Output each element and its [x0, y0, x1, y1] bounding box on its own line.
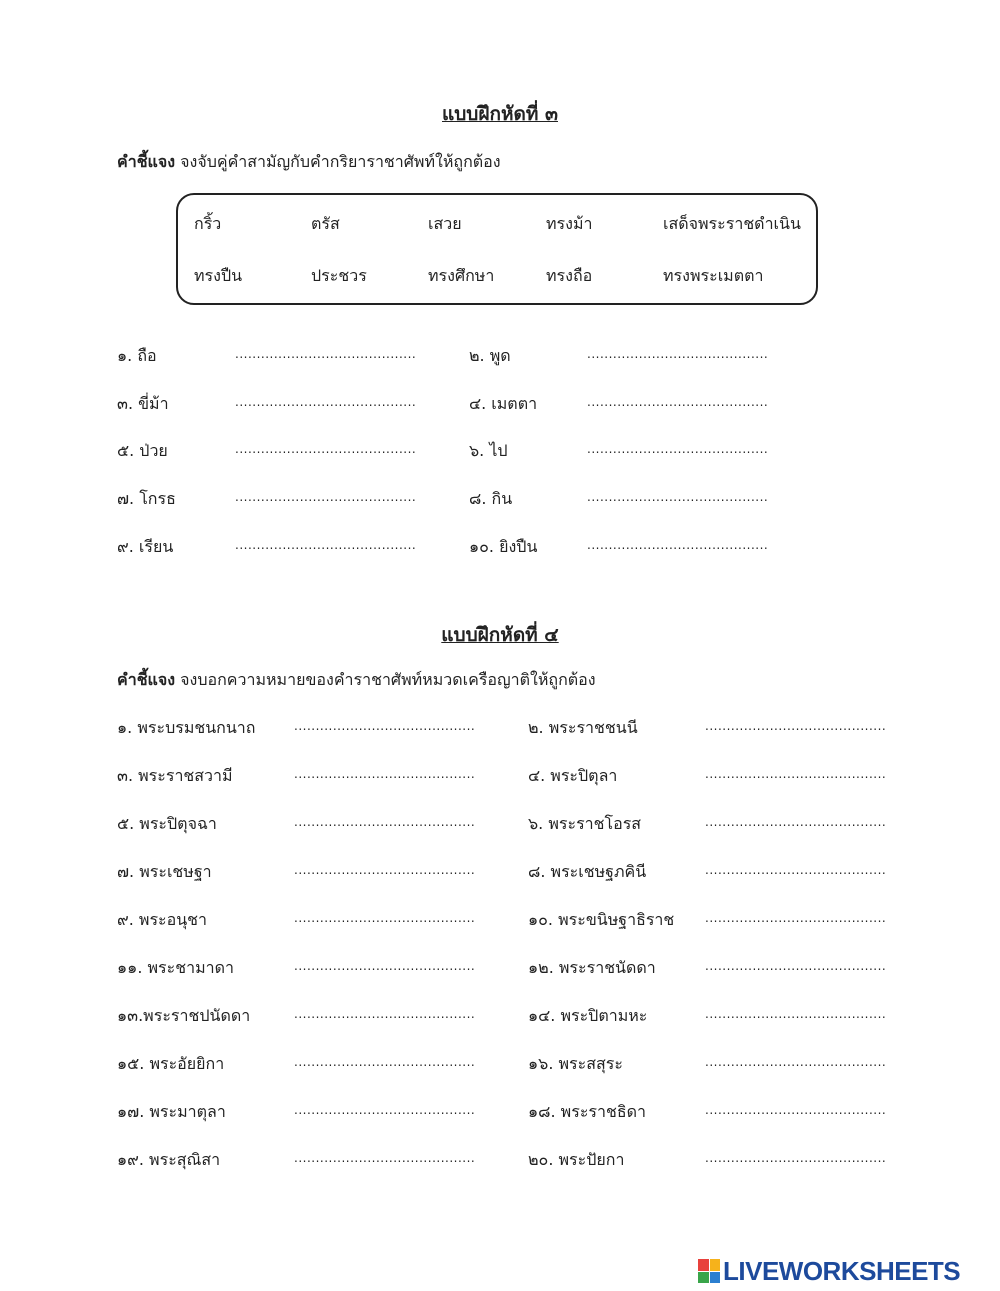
answer-blank[interactable]: ..........................................: [235, 442, 417, 456]
answer-blank[interactable]: ..........................................: [294, 959, 476, 973]
question-label: ๙. พระอนุชา: [117, 910, 208, 929]
question-label: ๕. พระปิตุจฉา: [117, 814, 217, 833]
word-bank-item: กริ้ว: [194, 214, 222, 233]
question-label: ๑๔. พระปิตามหะ: [528, 1006, 648, 1025]
answer-blank[interactable]: ..........................................: [705, 1007, 887, 1021]
word-bank-box: [176, 193, 818, 305]
instruction-label: คำชี้แจง: [117, 670, 176, 689]
answer-blank[interactable]: ..........................................: [587, 442, 769, 456]
answer-blank[interactable]: ..........................................: [294, 767, 476, 781]
question-label: ๗. พระเชษฐา: [117, 862, 212, 881]
answer-blank[interactable]: ..........................................: [294, 719, 476, 733]
answer-blank[interactable]: ..........................................: [705, 1055, 887, 1069]
word-bank-item: ทรงศึกษา: [428, 266, 495, 285]
exercise-3-title: แบบฝึกหัดที่ ๓: [442, 103, 558, 125]
answer-blank[interactable]: ..........................................: [705, 959, 887, 973]
exercise-4-title: แบบฝึกหัดที่ ๔: [441, 624, 559, 646]
answer-blank[interactable]: ..........................................: [705, 767, 887, 781]
question-label: ๑๘. พระราชธิดา: [528, 1102, 646, 1121]
answer-blank[interactable]: ..........................................: [587, 538, 769, 552]
question-label: ๑๗. พระมาตุลา: [117, 1102, 226, 1121]
word-bank-item: ตรัส: [311, 214, 340, 233]
answer-blank[interactable]: ..........................................: [235, 347, 417, 361]
answer-blank[interactable]: ..........................................: [294, 1151, 476, 1165]
question-label: ๓. ขี่ม้า: [117, 394, 169, 413]
answer-blank[interactable]: ..........................................: [294, 1055, 476, 1069]
answer-blank[interactable]: ..........................................: [705, 815, 887, 829]
word-bank-item: เสวย: [428, 214, 462, 233]
question-label: ๙. เรียน: [117, 537, 174, 556]
question-label: ๗. โกรธ: [117, 489, 176, 508]
answer-blank[interactable]: ..........................................: [705, 911, 887, 925]
logo-square-blue: [710, 1272, 721, 1284]
instruction-text: จงบอกความหมายของคำราชาศัพท์หมวดเครือญาติให้ถูกต้อง: [180, 670, 596, 689]
word-bank-item: ทรงถือ: [546, 266, 593, 285]
question-label: ๘. พระเชษฐภคินี: [528, 862, 647, 881]
answer-blank[interactable]: ..........................................: [235, 490, 417, 504]
logo-square-yellow: [710, 1259, 721, 1271]
word-bank-item: ทรงปืน: [194, 266, 243, 285]
question-label: ๖. พระราชโอรส: [528, 814, 642, 833]
word-bank-item: ทรงม้า: [546, 214, 593, 233]
question-label: ๕. ป่วย: [117, 441, 168, 460]
logo-square-red: [698, 1259, 709, 1271]
word-bank-item: ทรงพระเมตตา: [663, 266, 764, 285]
answer-blank[interactable]: ..........................................: [294, 911, 476, 925]
question-label: ๑๖. พระสสุระ: [528, 1054, 623, 1073]
question-label: ๑๙. พระสุณิสา: [117, 1150, 221, 1169]
liveworksheets-logo[interactable]: [698, 1257, 960, 1285]
answer-blank[interactable]: ..........................................: [294, 1007, 476, 1021]
exercise-3-instruction: [117, 150, 501, 175]
question-label: ๔. เมตตา: [469, 394, 538, 413]
logo-text: LIVEWORKSHEETS: [723, 1255, 961, 1286]
answer-blank[interactable]: ..........................................: [294, 863, 476, 877]
instruction-text: จงจับคู่คำสามัญกับคำกริยาราชาศัพท์ให้ถูกต้อง: [180, 152, 501, 171]
question-label: ๓. พระราชสวามี: [117, 766, 233, 785]
question-label: ๖. ไป: [469, 441, 508, 460]
question-label: ๔. พระปิตุลา: [528, 766, 618, 785]
word-bank-item: ประชวร: [311, 266, 367, 285]
logo-square-green: [698, 1272, 709, 1284]
answer-blank[interactable]: ..........................................: [705, 1103, 887, 1117]
answer-blank[interactable]: ..........................................: [705, 863, 887, 877]
answer-blank[interactable]: ..........................................: [587, 395, 769, 409]
question-label: ๑๒. พระราชนัดดา: [528, 958, 656, 977]
instruction-label: คำชี้แจง: [117, 152, 176, 171]
question-label: ๒. พระราชชนนี: [528, 718, 638, 737]
answer-blank[interactable]: ..........................................: [705, 1151, 887, 1165]
answer-blank[interactable]: ..........................................: [587, 347, 769, 361]
answer-blank[interactable]: ..........................................: [294, 1103, 476, 1117]
question-label: ๒๐. พระปัยกา: [528, 1150, 625, 1169]
word-bank-item: เสด็จพระราชดำเนิน: [663, 214, 801, 233]
question-label: ๑๕. พระอัยยิกา: [117, 1054, 225, 1073]
logo-mark-icon: [698, 1259, 720, 1283]
answer-blank[interactable]: ..........................................: [235, 395, 417, 409]
question-label: ๑. ถือ: [117, 346, 157, 365]
answer-blank[interactable]: ..........................................: [235, 538, 417, 552]
question-label: ๑๐. ยิงปืน: [469, 537, 538, 556]
question-label: ๑๐. พระขนิษฐาธิราช: [528, 910, 675, 929]
answer-blank[interactable]: ..........................................: [587, 490, 769, 504]
exercise-4-instruction: [117, 668, 596, 693]
answer-blank[interactable]: ..........................................: [294, 815, 476, 829]
question-label: ๑๑. พระชามาดา: [117, 958, 234, 977]
question-label: ๒. พูด: [469, 346, 511, 365]
question-label: ๑๓.พระราชปนัดดา: [117, 1006, 251, 1025]
question-label: ๑. พระบรมชนกนาถ: [117, 718, 256, 737]
answer-blank[interactable]: ..........................................: [705, 719, 887, 733]
question-label: ๘. กิน: [469, 489, 513, 508]
